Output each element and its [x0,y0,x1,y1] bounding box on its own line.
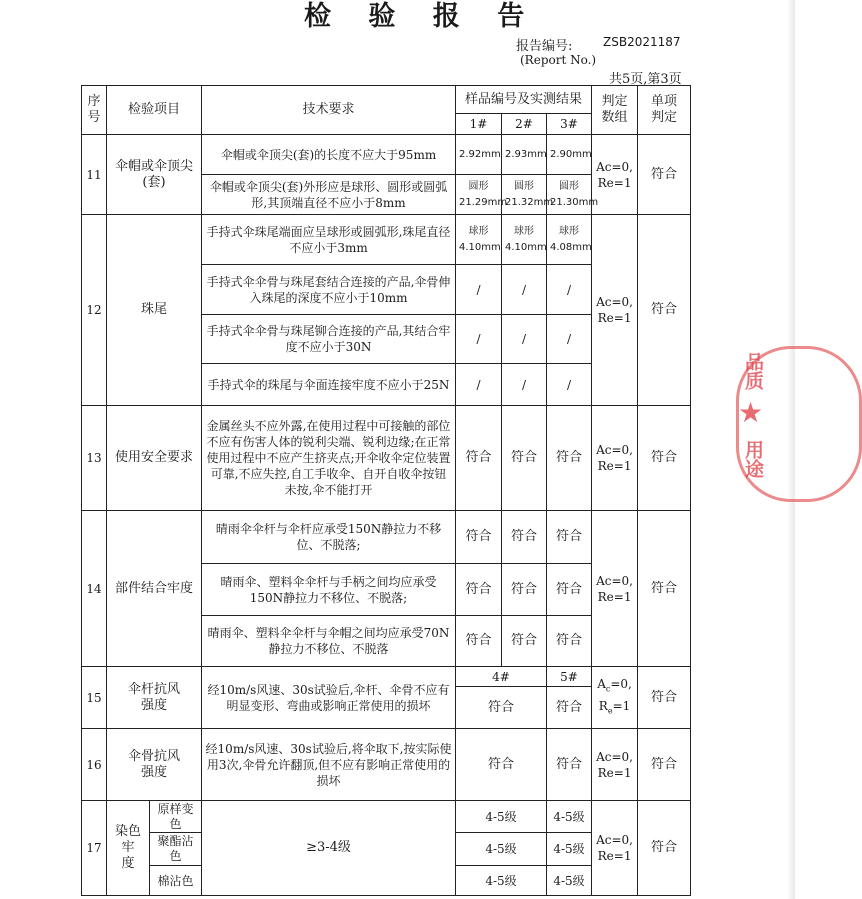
document-title: 检 验 报 告 [304,1,539,32]
row-13-item: 使用安全要求 [107,406,202,511]
row-11-req-1: 伞帽或伞顶尖(套)的长度不应大于95mm [202,135,456,175]
row-12-v1c: / [456,315,502,364]
row-14-v2: 符合 [502,511,547,564]
row-15-req: 经10m/s风速、30s试验后,伞杆、伞骨不应有明显变形、弯曲或影响正常使用的损坏 [202,667,456,729]
row-16-req: 经10m/s风速、30s试验后,将伞取下,按实际使用3次,伞骨允许翻顶,但不应有影响正常使用的损坏 [202,729,456,801]
row-16-v5: 符合 [547,729,592,801]
row-12-v2d: / [502,364,547,406]
report-number: ZSB2021187 [603,35,681,49]
row-13-verdict: 符合 [638,406,691,511]
stamp-star-icon: ★ [738,396,764,429]
table-row [82,801,691,833]
row-12-v3b: / [547,265,592,315]
row-15-group-a-sub: c [605,684,611,694]
header-results: 样品编号及实测结果 [456,86,592,114]
row-15-group-d: =1 [612,698,631,713]
row-12-item: 珠尾 [107,215,202,406]
row-17-sub-2: 聚酯沾 色 [150,833,202,866]
table-row [82,511,691,564]
header-item: 检验项目 [107,86,202,135]
row-12-group: Ac=0, Re=1 [592,215,638,406]
row-14-v3: 符合 [547,511,592,564]
row-17-sub-3: 棉沾色 [150,866,202,896]
row-14-v1: 符合 [456,511,502,564]
row-16-item: 伞骨抗风 强度 [107,729,202,801]
row-14-req-2: 晴雨伞、塑料伞伞杆与手柄之间均应承受150N静拉力不移位、不脱落; [202,564,456,616]
row-17-group: Ac=0, Re=1 [592,801,638,896]
row-11-v1b: 圆形 21.29mm [456,175,502,215]
row-17-v5a: 4-5级 [547,801,592,833]
row-11-v3b: 圆形 21.30mm [547,175,592,215]
row-15-v5: 符合 [547,687,592,729]
row-11-verdict: 符合 [638,135,691,215]
row-15-group-b: =0, [610,677,632,692]
row-11-v2b: 圆形 21.32mm [502,175,547,215]
table-row [82,406,691,511]
page-info: 共5页,第3页 [609,72,682,87]
row-15-group-a: A [597,677,606,692]
report-number-en: (Report No.) [520,53,597,67]
inspection-table [81,85,691,896]
row-15-v4: 符合 [456,687,547,729]
row-13-v1: 符合 [456,406,502,511]
row-15-group [592,667,638,729]
row-14-v2b: 符合 [502,564,547,616]
row-12-v3: 球形 4.08mm [547,215,592,265]
row-11-req-2: 伞帽或伞顶尖(套)外形应是球形、圆形或圆弧形,其顶端直径不应小于8mm [202,175,456,215]
row-12-v2c: / [502,315,547,364]
row-15-verdict: 符合 [638,667,691,729]
row-14-no: 14 [82,511,107,667]
row-12-req-1: 手持式伞珠尾端面应呈球形或圆弧形,珠尾直径不应小于3mm [202,215,456,265]
row-16-verdict: 符合 [638,729,691,801]
row-12-req-2: 手持式伞伞骨与珠尾套结合连接的产品,伞骨伸入珠尾的深度不应小于10mm [202,265,456,315]
row-11-v2: 2.93mm [502,135,547,175]
row-12-no: 12 [82,215,107,406]
row-13-no: 13 [82,406,107,511]
table-row [82,215,691,265]
row-15-group-c-sub: e [607,705,613,715]
row-14-group: Ac=0, Re=1 [592,511,638,667]
table-row [82,135,691,175]
row-16-no: 16 [82,729,107,801]
row-14-req-1: 晴雨伞伞杆与伞杆应承受150N静拉力不移位、不脱落; [202,511,456,564]
row-12-v2b: / [502,265,547,315]
header-sample-1: 1# [456,114,502,135]
row-17-v5c: 4-5级 [547,866,592,896]
row-12-v3d: / [547,364,592,406]
row-17-v4b: 4-5级 [456,833,547,866]
row-11-item: 伞帽或伞顶尖 (套) [107,135,202,215]
row-17-v5b: 4-5级 [547,833,592,866]
row-13-group: Ac=0, Re=1 [592,406,638,511]
row-17-req: ≥3-4级 [202,801,456,896]
row-14-verdict: 符合 [638,511,691,667]
row-14-v1c: 符合 [456,616,502,667]
row-13-v3: 符合 [547,406,592,511]
row-11-v1: 2.92mm [456,135,502,175]
row-17-no: 17 [82,801,107,896]
row-12-v3c: / [547,315,592,364]
row-15-item: 伞杆抗风 强度 [107,667,202,729]
row-11-group: Ac=0, Re=1 [592,135,638,215]
table-row [82,667,691,687]
row-14-req-3: 晴雨伞、塑料伞伞杆与伞帽之间均应承受70N静拉力不移位、不脱落 [202,616,456,667]
row-11-v3: 2.90mm [547,135,592,175]
row-15-group-c: R [598,698,608,713]
row-12-v1b: / [456,265,502,315]
row-16-group: Ac=0, Re=1 [592,729,638,801]
row-12-v1: 球形 4.10mm [456,215,502,265]
row-11-no: 11 [82,135,107,215]
row-17-v4a: 4-5级 [456,801,547,833]
header-sample-2: 2# [502,114,547,135]
header-seq: 序号 [82,86,107,135]
header-row [82,86,691,114]
header-single: 单项 判定 [638,86,691,135]
header-group: 判定 数组 [592,86,638,135]
report-number-label: 报告编号: [516,39,573,54]
header-requirement: 技术要求 [202,86,456,135]
row-14-v2c: 符合 [502,616,547,667]
table-row [82,729,691,801]
row-14-v3b: 符合 [547,564,592,616]
row-12-v1d: / [456,364,502,406]
row-17-v4c: 4-5级 [456,866,547,896]
row-17-item: 染色牢 度 [107,801,150,896]
row-14-v3c: 符合 [547,616,592,667]
row-12-v2: 球形 4.10mm [502,215,547,265]
header-sample-3: 3# [547,114,592,135]
row-12-verdict: 符合 [638,215,691,406]
stamp-text-top: 品质 [742,352,764,390]
row-17-verdict: 符合 [638,801,691,896]
row-15-no: 15 [82,667,107,729]
row-16-v4: 符合 [456,729,547,801]
row-14-v1b: 符合 [456,564,502,616]
row-13-req: 金属丝头不应外露,在使用过程中可接触的部位不应有伤害人体的锐利尖端、锐利边缘;在正常使用过程中不应产生挤夹点;开伞收伞定位装置可靠,不应失控,自工手收伞、自开自收伞按钮未按,伞不能打开 [202,406,456,511]
row-13-v2: 符合 [502,406,547,511]
row-17-sub-1: 原样变 色 [150,801,202,833]
row-15-sample-5: 5# [547,667,592,687]
row-12-req-4: 手持式伞的珠尾与伞面连接牢度不应小于25N [202,364,456,406]
row-14-item: 部件结合牢度 [107,511,202,667]
stamp-text-bottom: 用途 [742,440,764,478]
row-15-sample-4: 4# [456,667,547,687]
row-12-req-3: 手持式伞伞骨与珠尾铆合连接的产品,其结合牢度不应小于30N [202,315,456,364]
